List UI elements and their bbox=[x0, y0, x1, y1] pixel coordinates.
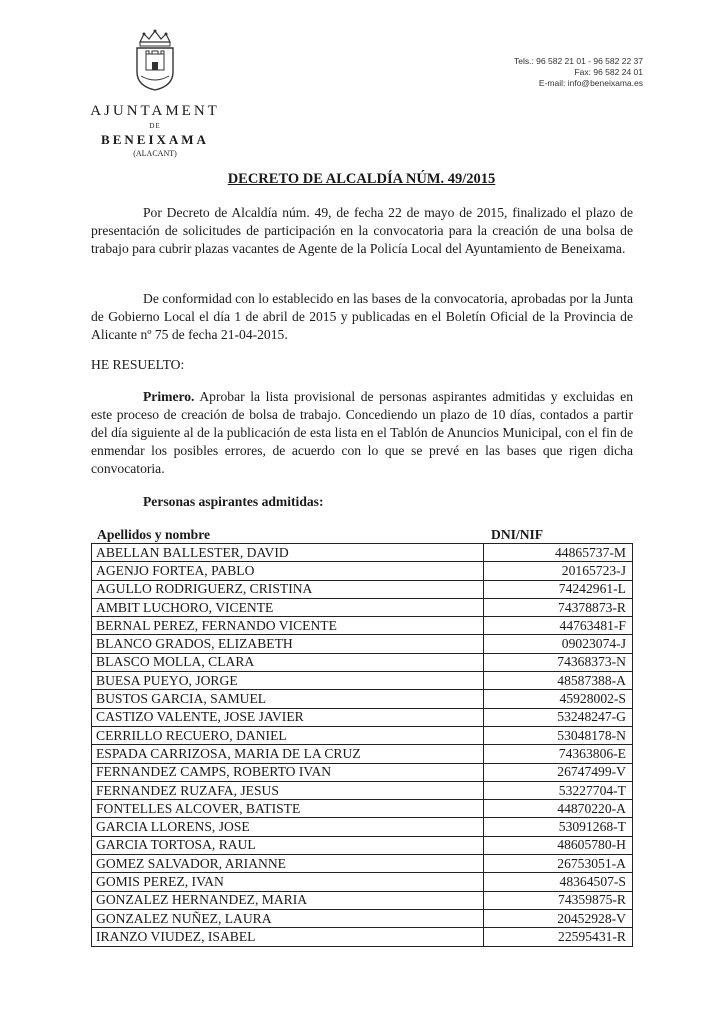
cell-name: GARCIA TORTOSA, RAUL bbox=[92, 836, 484, 854]
table-row bbox=[92, 653, 633, 671]
cell-id: 74378873-R bbox=[484, 598, 633, 616]
table-row bbox=[92, 580, 633, 598]
cell-id: 48605780-H bbox=[484, 836, 633, 854]
cell-name: BLASCO MOLLA, CLARA bbox=[92, 653, 484, 671]
table-row bbox=[92, 928, 633, 946]
admitted-heading: Personas aspirantes admitidas: bbox=[143, 494, 324, 509]
table-row bbox=[92, 617, 633, 635]
resolved-heading: HE RESUELTO: bbox=[91, 357, 185, 372]
table-row bbox=[92, 909, 633, 927]
primero-label: Primero. bbox=[143, 389, 195, 404]
decree-title: DECRETO DE ALCALDÍA NÚM. 49/2015 bbox=[227, 171, 496, 187]
cell-name: ABELLAN BALLESTER, DAVID bbox=[92, 544, 484, 562]
cell-name: GOMIS PEREZ, IVAN bbox=[92, 873, 484, 891]
cell-id: 20452928-V bbox=[484, 909, 633, 927]
cell-name: CASTIZO VALENTE, JOSE JAVIER bbox=[92, 708, 484, 726]
cell-id: 44865737-M bbox=[484, 544, 633, 562]
organization-de: DE bbox=[149, 122, 161, 130]
table-row bbox=[92, 598, 633, 616]
cell-name: ESPADA CARRIZOSA, MARIA DE LA CRUZ bbox=[92, 745, 484, 763]
cell-id: 53048178-N bbox=[484, 726, 633, 744]
cell-name: FERNANDEZ CAMPS, ROBERTO IVAN bbox=[92, 763, 484, 781]
cell-id: 22595431-R bbox=[484, 928, 633, 946]
cell-id: 74368373-N bbox=[484, 653, 633, 671]
organization-name: AJUNTAMENT bbox=[90, 103, 220, 119]
cell-name: BERNAL PEREZ, FERNANDO VICENTE bbox=[92, 617, 484, 635]
cell-id: 53248247-G bbox=[484, 708, 633, 726]
contact-block bbox=[403, 56, 643, 89]
cell-id: 48364507-S bbox=[484, 873, 633, 891]
table-row bbox=[92, 672, 633, 690]
cell-name: AGULLO RODRIGUERZ, CRISTINA bbox=[92, 580, 484, 598]
cell-name: FONTELLES ALCOVER, BATISTE bbox=[92, 800, 484, 818]
primero-text: Aprobar la lista provisional de personas aspirantes admitidas y excluidas en este proceso de creación de bolsa de trabajo. Concediendo un plazo de 10 días, contados a partir del día siguiente al de la publicación de esta lista en el Tablón de Anuncios Municipal, con el fin de enmendar los posibles errores, de acuerdo con lo que se prevé en las bases que rigen dicha convocatoria. bbox=[91, 389, 633, 476]
column-header-id: DNI/NIF bbox=[491, 527, 544, 542]
cell-id: 45928002-S bbox=[484, 690, 633, 708]
table-row bbox=[92, 635, 633, 653]
cell-id: 74359875-R bbox=[484, 891, 633, 909]
cell-id: 44870220-A bbox=[484, 800, 633, 818]
organization-province: (ALACANT) bbox=[133, 149, 177, 158]
contact-fax: Fax: 96 582 24 01 bbox=[574, 67, 643, 77]
paragraph-conformity-text: De conformidad con lo establecido en las bases de la convocatoria, aprobadas por la Junta de Gobierno Local el día 1 de abril de 2015 y publicadas en el Boletín Oficial de la Provincia de Alicante nº 75 de fecha 21-04-2015. bbox=[91, 291, 633, 342]
cell-name: BUESA PUEYO, JORGE bbox=[92, 672, 484, 690]
cell-name: GOMEZ SALVADOR, ARIANNE bbox=[92, 855, 484, 873]
coat-of-arms-icon bbox=[132, 28, 178, 92]
table-row bbox=[92, 800, 633, 818]
cell-id: 53091268-T bbox=[484, 818, 633, 836]
paragraph-primero bbox=[91, 388, 633, 478]
cell-name: AGENJO FORTEA, PABLO bbox=[92, 562, 484, 580]
cell-id: 26747499-V bbox=[484, 763, 633, 781]
cell-id: 09023074-J bbox=[484, 635, 633, 653]
cell-id: 48587388-A bbox=[484, 672, 633, 690]
cell-name: GONZALEZ NUÑEZ, LAURA bbox=[92, 909, 484, 927]
table-row bbox=[92, 855, 633, 873]
table-row bbox=[92, 836, 633, 854]
table-header bbox=[91, 527, 633, 543]
table-row bbox=[92, 818, 633, 836]
cell-id: 53227704-T bbox=[484, 781, 633, 799]
table-row bbox=[92, 763, 633, 781]
organization-town: BENEIXAMA bbox=[101, 132, 209, 147]
cell-name: IRANZO VIUDEZ, ISABEL bbox=[92, 928, 484, 946]
cell-id: 26753051-A bbox=[484, 855, 633, 873]
table-row bbox=[92, 726, 633, 744]
contact-phones: Tels.: 96 582 21 01 - 96 582 22 37 bbox=[513, 56, 643, 66]
cell-name: BUSTOS GARCIA, SAMUEL bbox=[92, 690, 484, 708]
paragraph-intro bbox=[91, 204, 633, 258]
cell-id: 74363806-E bbox=[484, 745, 633, 763]
table-row bbox=[92, 781, 633, 799]
cell-name: GARCIA LLORENS, JOSE bbox=[92, 818, 484, 836]
cell-name: AMBIT LUCHORO, VICENTE bbox=[92, 598, 484, 616]
admitted-table bbox=[91, 543, 633, 947]
cell-name: GONZALEZ HERNANDEZ, MARIA bbox=[92, 891, 484, 909]
cell-id: 44763481-F bbox=[484, 617, 633, 635]
paragraph-intro-text: Por Decreto de Alcaldía núm. 49, de fecha 22 de mayo de 2015, finalizado el plazo de presentación de solicitudes de participación en la convocatoria para la creación de una bolsa de trabajo para cubrir plazas vacantes de Agente de la Policía Local del Ayuntamiento de Beneixama. bbox=[91, 205, 633, 256]
cell-name: CERRILLO RECUERO, DANIEL bbox=[92, 726, 484, 744]
cell-id: 74242961-L bbox=[484, 580, 633, 598]
table-row bbox=[92, 690, 633, 708]
cell-name: FERNANDEZ RUZAFA, JESUS bbox=[92, 781, 484, 799]
contact-email: E-mail: info@beneixama.es bbox=[538, 78, 643, 88]
cell-name: BLANCO GRADOS, ELIZABETH bbox=[92, 635, 484, 653]
table-row bbox=[92, 544, 633, 562]
cell-id: 20165723-J bbox=[484, 562, 633, 580]
table-row bbox=[92, 562, 633, 580]
column-header-name: Apellidos y nombre bbox=[97, 527, 211, 542]
organization-block bbox=[70, 102, 240, 160]
table-row bbox=[92, 873, 633, 891]
paragraph-conformity bbox=[91, 290, 633, 344]
table-row bbox=[92, 745, 633, 763]
table-row bbox=[92, 891, 633, 909]
table-row bbox=[92, 708, 633, 726]
